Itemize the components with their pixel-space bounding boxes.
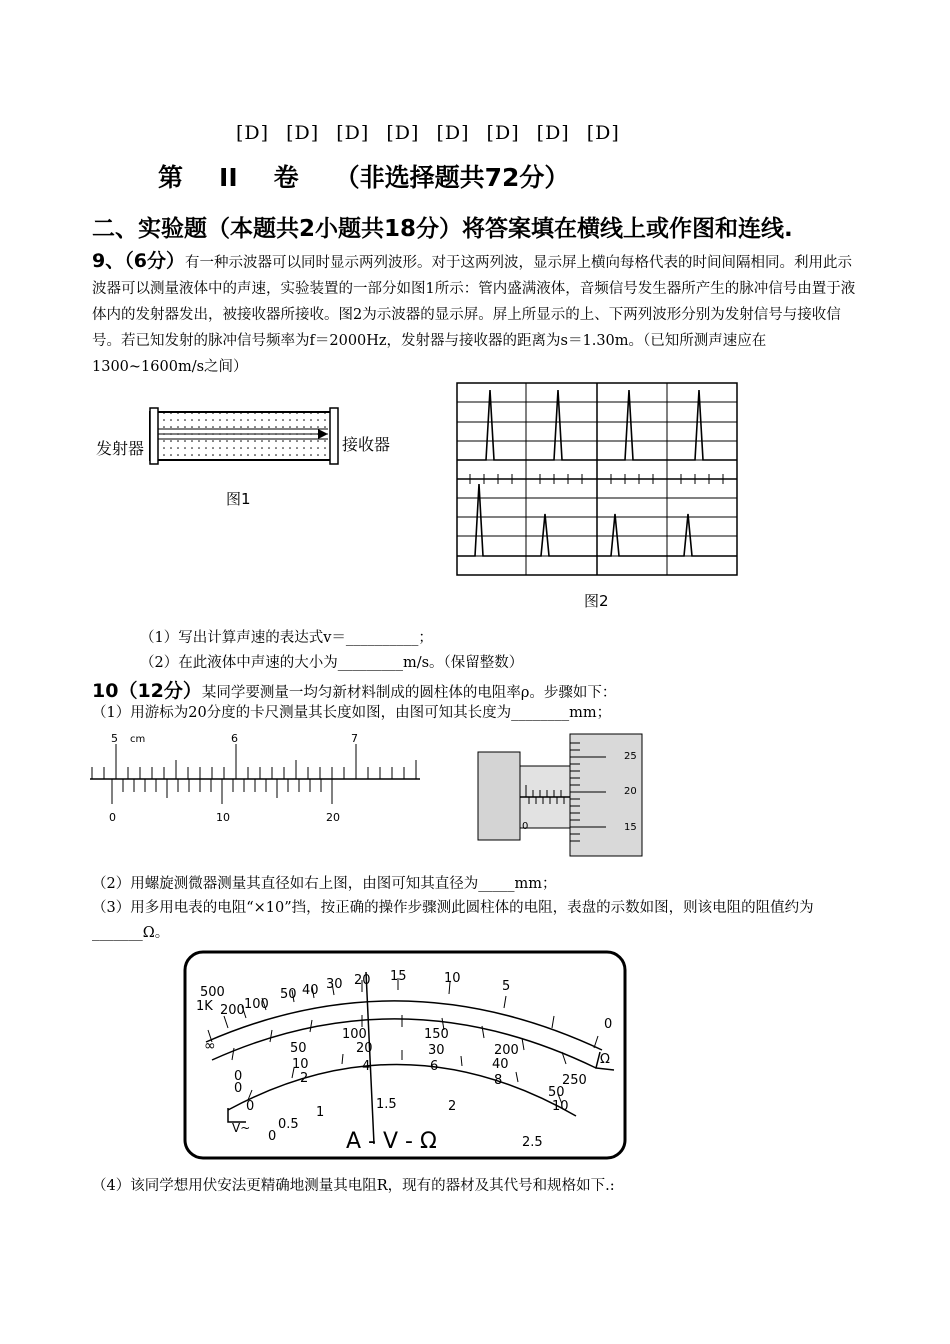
low-scale-label: 2: [300, 1071, 309, 1086]
ohm-scale-label: 200: [220, 1003, 245, 1018]
q10-sub1: （1）用游标为20分度的卡尺测量其长度如图，由图可知其长度为________mm；: [92, 705, 612, 721]
micrometer-label: 25: [624, 751, 637, 762]
micrometer-label: 20: [624, 786, 637, 797]
ohm-scale-label: 1K: [196, 999, 213, 1014]
ac-scale-label: 0.5: [278, 1117, 299, 1132]
answer-item: [D]: [436, 122, 470, 144]
dc-scale-label: 150: [424, 1027, 449, 1042]
ohm-scale-label: 50: [280, 987, 297, 1002]
volume-title-part: II: [219, 163, 238, 192]
q9-sub1: （1）写出计算声速的表达式v＝__________；: [140, 630, 433, 646]
low-scale-label: 4: [362, 1059, 371, 1074]
micrometer-zero: 0: [522, 821, 529, 832]
volume-title-part: 第: [158, 163, 184, 192]
answer-item: [D]: [586, 122, 620, 144]
q10-sub4: （4）该同学想用伏安法更精确地测量其电阻R，现有的器材及其代号和规格如下.:: [92, 1178, 615, 1194]
ac-v-symbol: V~: [232, 1121, 251, 1135]
mid-scale-label: 20: [356, 1041, 373, 1056]
answer-item: [D]: [286, 122, 320, 144]
q10-sub2: （2）用螺旋测微器测量其直径如右上图，由图可知其直径为_____mm；: [92, 876, 557, 892]
low-scale-label: 10: [552, 1099, 569, 1114]
q10-header: [92, 676, 616, 703]
vernier-caliper: [90, 730, 422, 830]
dc-scale-label: 200: [494, 1043, 519, 1058]
caliper-vernier-label: 20: [326, 811, 340, 824]
figure-1-caption: 图1: [226, 490, 251, 508]
mid-scale-label: 50: [548, 1085, 565, 1100]
ac-scale-label: 2.5: [522, 1135, 543, 1150]
section-title: 二、实验题（本题共2小题共18分）将答案填在横线上或作图和连线.: [92, 216, 793, 242]
q10-number: 10（12分）: [92, 680, 202, 702]
q10-sub3: （3）用多用电表的电阻“×10”挡，按正确的操作步骤测此圆柱体的电阻，表盘的示数如图，则该电阻的阻值约为 _______Ω。: [92, 900, 814, 941]
ac-scale-label: 2: [448, 1099, 457, 1114]
q9-sub2: （2）在此液体中声速的大小为_________m/s。（保留整数）: [140, 655, 524, 671]
dc-scale-label: 250: [562, 1073, 587, 1088]
caliper-vernier-label: 0: [109, 811, 116, 824]
ac-scale-label: 0: [268, 1129, 277, 1144]
mid-scale-label: 10: [292, 1057, 309, 1072]
figure-2-caption: 图2: [584, 592, 609, 610]
dc-scale-label: 100: [342, 1027, 367, 1042]
answer-item: [D]: [236, 122, 270, 144]
dc-scale-label: 0: [234, 1069, 243, 1084]
meter-omega-symbol: Ω: [600, 1052, 610, 1067]
caliper-vernier-label: 10: [216, 811, 230, 824]
ohm-scale-label: 30: [326, 977, 343, 992]
ac-scale-label: 1.5: [376, 1097, 397, 1112]
answer-item: [D]: [536, 122, 570, 144]
ohm-scale-label: 40: [302, 983, 319, 998]
ohm-scale-label: 10: [444, 971, 461, 986]
ohm-scale-label: 500: [200, 985, 225, 1000]
low-scale-label: 0: [246, 1099, 255, 1114]
emitter-label: 发射器: [96, 439, 145, 458]
ohm-scale-label: 15: [390, 969, 407, 984]
ohm-scale-label: 20: [354, 973, 371, 988]
mid-scale-label: 0: [234, 1081, 243, 1096]
micrometer: [476, 732, 646, 858]
volume-title: [158, 158, 569, 194]
caliper-main-label: 7: [351, 732, 358, 745]
ohm-scale-label: 100: [244, 997, 269, 1012]
mid-scale-label: 30: [428, 1043, 445, 1058]
receiver-label: 接收器: [342, 435, 391, 454]
figure-2-oscilloscope: [456, 382, 740, 578]
volume-title-part: 卷: [273, 163, 299, 192]
ac-scale-label: 1: [316, 1105, 325, 1120]
answer-item: [D]: [386, 122, 420, 144]
figure-1-tube: [92, 404, 412, 514]
answer-item: [D]: [486, 122, 520, 144]
caliper-main-label: 5: [111, 732, 118, 745]
caliper-unit: cm: [130, 734, 146, 745]
ohm-scale-label: 5: [502, 979, 511, 994]
low-scale-label: 6: [430, 1059, 439, 1074]
dc-scale-label: 50: [290, 1041, 307, 1056]
answer-item: [D]: [336, 122, 370, 144]
q9-number: 9、（6分）: [92, 250, 185, 272]
caliper-main-label: 6: [231, 732, 238, 745]
infinity-symbol: ∞: [204, 1038, 216, 1054]
meter-label: A - V - Ω: [346, 1129, 437, 1154]
q9-text: 有一种示波器可以同时显示两列波形。对于这两列波，显示屏上横向每格代表的时间间隔相同。利用此示波器可以测量液体中的声速，实验装置的一部分如图1所示：管内盛满液体，音频信号发生器所产生的脉冲信号由置于液体内的发射器发出，被接收器所接收。图2为示波器的显示屏。屏上所显示的上、下两列波形分别为发射信号与接收信号。若已知发射的脉冲信号频率为f＝2000Hz，发射器与接收器的距离为s＝1.30m。（已知所测声速应在1300~1600m/s之间）: [92, 255, 856, 375]
low-scale-label: 8: [494, 1073, 503, 1088]
micrometer-label: 15: [624, 822, 637, 833]
multimeter-dial: [182, 950, 628, 1162]
q9-paragraph: [92, 248, 862, 380]
q10-text: 某同学要测量一均匀新材料制成的圆柱体的电阻率ρ。步骤如下：: [201, 685, 617, 701]
ohm-scale-label: 0: [604, 1017, 613, 1032]
mid-scale-label: 40: [492, 1057, 509, 1072]
answer-row: [236, 122, 630, 144]
volume-title-part: （非选择题共72分）: [334, 163, 570, 192]
